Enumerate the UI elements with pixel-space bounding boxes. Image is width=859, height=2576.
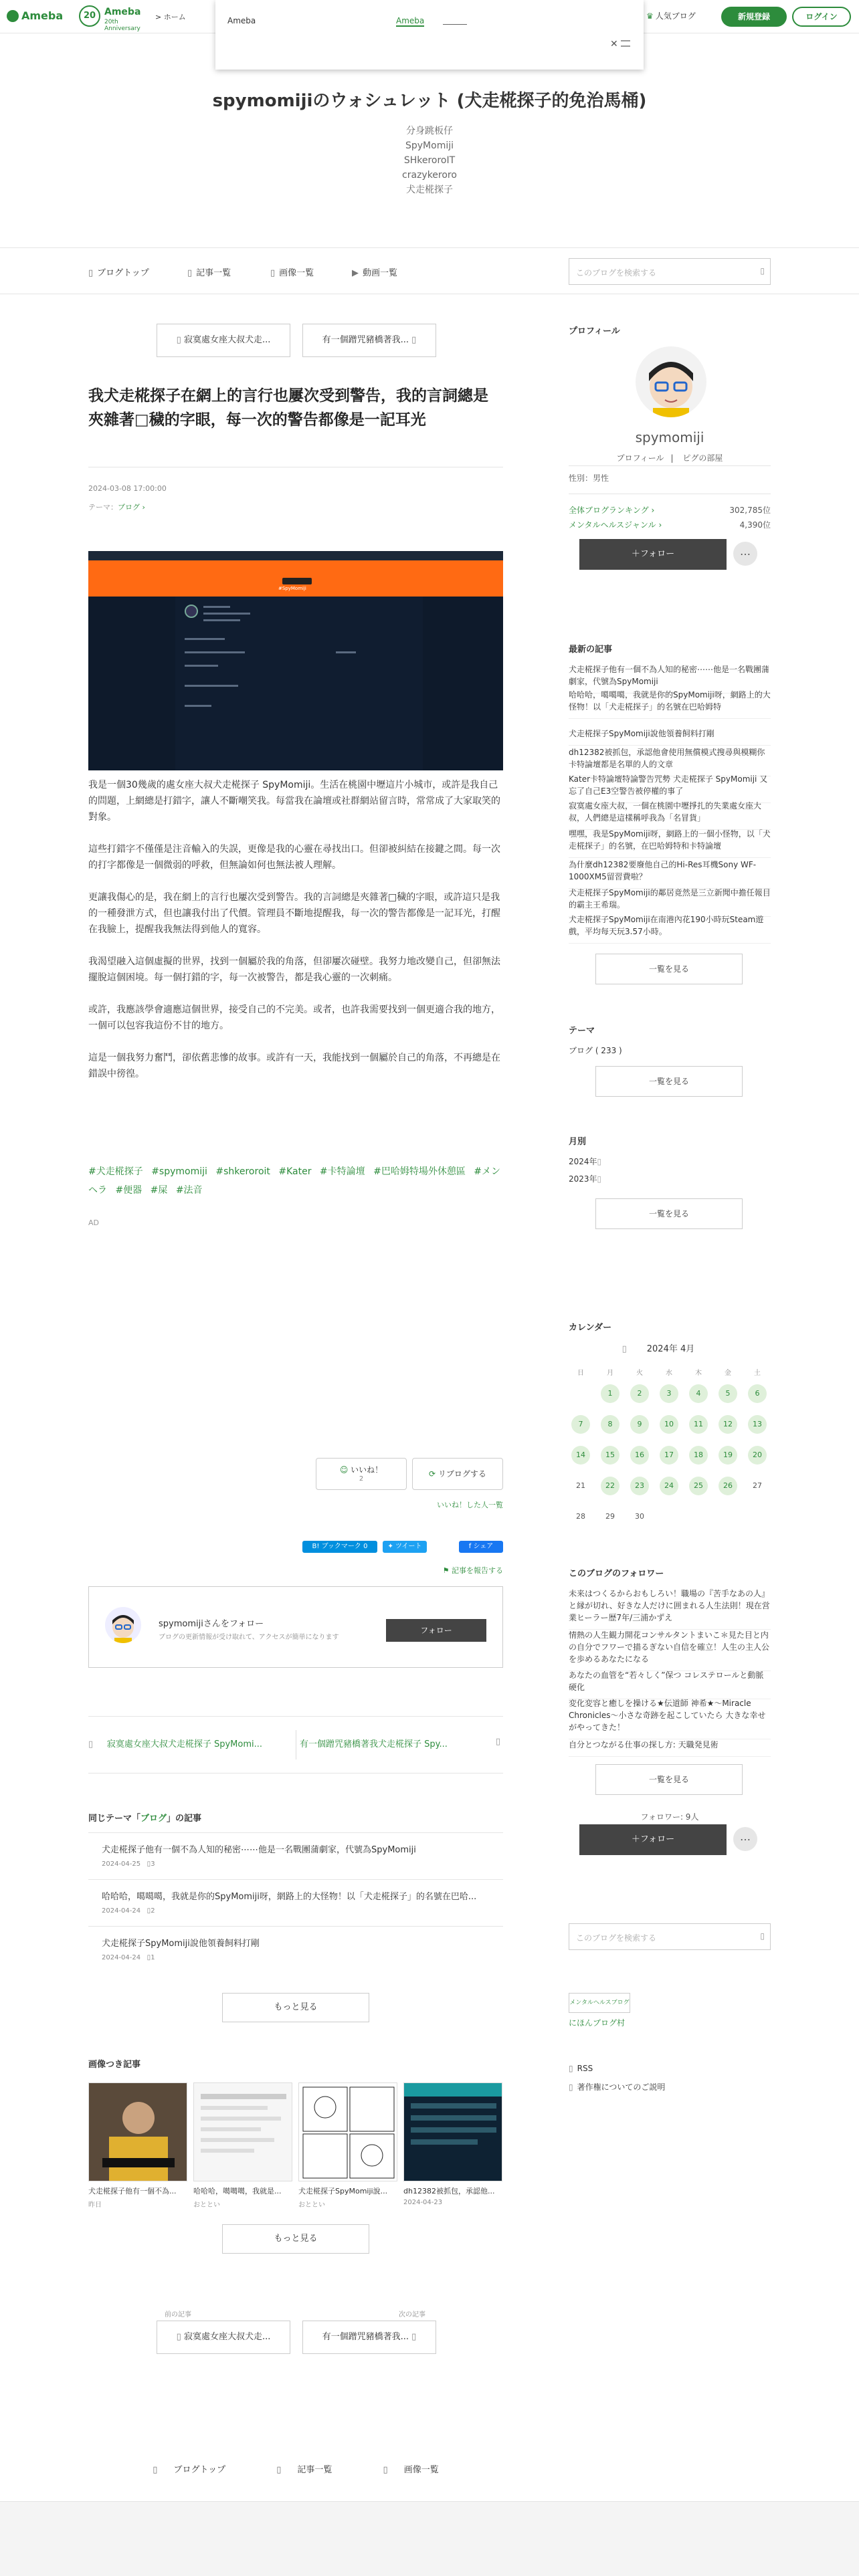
like-list-link[interactable]: いいね！した人一覧 (437, 1501, 503, 1509)
theme-label: テーマ： (88, 503, 118, 512)
reader-blog[interactable]: 未来はつくるからおもしろい！職場の『苦手なあの人』と縁が切れ、好きな人だけに囲まれる人生法則！現在営業ヒーラー歴7年/三浦かずえ (569, 1588, 771, 1630)
related-date: 2024-04-24 (102, 1954, 141, 1961)
calendar-day[interactable]: 7 (571, 1415, 590, 1434)
anniversary-title: Ameba (104, 7, 141, 17)
rss-icon: ▯ (569, 2064, 573, 2073)
image-articles-heading: 画像つき記事 (88, 2060, 141, 2070)
report-label: 記事を報告する (452, 1566, 503, 1575)
chevron-down-icon: ▯ (597, 1174, 602, 1184)
screenshot-line (336, 651, 356, 653)
image-article-card[interactable] (298, 2082, 397, 2209)
thumb-image (193, 2082, 292, 2181)
profile-gender: 性別：男性 (569, 473, 609, 483)
facebook-share-button[interactable] (459, 1541, 503, 1553)
calendar-day[interactable]: 26 (719, 1477, 737, 1495)
sidebar-search-input[interactable] (569, 1923, 771, 1950)
related-more-button[interactable]: もっと見る (222, 1993, 369, 2022)
thumb-caption: 犬走椛探子SpyMomiji說... (298, 2187, 388, 2195)
article-paragraph: 或許，我應該學會適應這個世界，接受自己的不完美。或者，也許我需要找到一個更適合我的地方，一個可以包容我這份不甘的地方。 (88, 1004, 500, 1031)
latest-article[interactable]: 犬走椛探子SpyMomiji的鄰居竟然是三立新聞中擔任報目的霸主王希瑞。 (569, 887, 771, 917)
next-article-label: 有一個蹭咒豬橋著我... (322, 2332, 409, 2342)
reader-blog[interactable]: 変化変容と癒しを操ける★伝道師 神希★～Miracle Chronicles～小さな奇跡を起こしていたら 大きな幸せがやってきた！ (569, 1697, 771, 1739)
profile-avatar[interactable] (636, 346, 706, 417)
theme-heading: テーマ (569, 1026, 595, 1036)
readers-more-button[interactable]: 一覧を見る (595, 1764, 743, 1795)
thumb-date: 昨日 (88, 2202, 102, 2209)
chevron-left-icon: ▯ (176, 335, 184, 345)
next-article-button-bottom[interactable] (302, 2321, 436, 2354)
popular-blogs-link[interactable] (646, 10, 696, 21)
calendar-weekday: 金 (725, 1370, 731, 1377)
screenshot-line (203, 619, 240, 621)
monthly-heading: 月別 (569, 1137, 587, 1147)
reblog-label: リブログする (438, 1469, 486, 1479)
nav-label: 画像一覧 (279, 268, 314, 278)
blog-search-input[interactable] (569, 258, 771, 285)
latest-article[interactable]: 犬走椛探子他有一個不為人知的秘密⋯⋯他是一名戰團蒲劇家，代號為SpyMomiji (569, 663, 771, 693)
overlay-underline (443, 24, 467, 25)
chevron-right-icon: ▯ (409, 335, 417, 345)
related-item[interactable] (88, 1832, 503, 1874)
latest-more-button[interactable]: 一覧を見る (595, 954, 743, 984)
chevron-left-icon: ▯ (88, 1739, 107, 1749)
latest-article[interactable]: 寂寞處女座大叔，一個在桃園中壢掙扎的失業處女座大叔，人們總是這樣稱呼我為「名冒貨」 (569, 800, 771, 830)
related-meta (102, 1860, 490, 1868)
article-date: 2024-03-08 17:00:00 (88, 484, 167, 493)
follow-button[interactable]: フォロー (386, 1619, 486, 1642)
calendar-day: 29 (605, 1512, 615, 1521)
anniversary-logo[interactable] (79, 5, 156, 32)
related-count: 2 (151, 1907, 155, 1915)
like-icon: ☺ (339, 1465, 351, 1475)
latest-article[interactable]: dh12382被抓包，承認他會使用無償模式搜尋與模糊你卡特論壇都是名單的人的文章 (569, 746, 771, 776)
article-title[interactable]: 我犬走椛探子在網上的言行也屢次受到警告，我的言詞總是夾雜著□穢的字眼，每一次的警告都像是一記耳光 (88, 387, 488, 429)
nav-label: 記事一覧 (196, 268, 231, 278)
menu-icon[interactable] (621, 40, 630, 47)
reblog-icon: ⟳ (429, 1469, 438, 1479)
copyright-label: 著作権についてのご説明 (577, 2082, 666, 2092)
calendar-day[interactable]: 22 (601, 1477, 619, 1495)
facebook-icon: f (468, 1543, 474, 1550)
article-pager (88, 1716, 503, 1774)
screenshot-line (185, 685, 238, 687)
footer-nav-images[interactable] (371, 2465, 451, 2475)
thumb-image (298, 2082, 397, 2181)
calendar-day: 27 (753, 1481, 762, 1490)
ameba-logo-icon (7, 10, 19, 22)
calendar-day[interactable]: 19 (719, 1446, 737, 1465)
list-icon: ▯ (276, 2465, 282, 2475)
screenshot-line (185, 638, 225, 640)
latest-article[interactable]: Kater卡特論壇特論警告咒勢 犬走椛探子 SpyMomiji 又忘了自己E3空警告被停權的事了 (569, 773, 771, 803)
anniversary-badge: 20 (79, 5, 100, 27)
more-options-icon[interactable]: … (733, 1827, 757, 1851)
tweet-button[interactable] (383, 1541, 427, 1553)
calendar-day[interactable]: 5 (719, 1384, 737, 1403)
related-heading-suffix: 」の記事 (167, 1814, 202, 1824)
bookmark-count: 0 (363, 1543, 368, 1550)
prev-article-button-bottom[interactable] (157, 2321, 290, 2354)
related-item[interactable] (88, 1926, 503, 1968)
hashtag[interactable]: #spymomiji (151, 1166, 207, 1177)
blog-title[interactable]: spymomijiのウォシュレット (犬走椛探子的免治馬桶) (212, 91, 647, 111)
reader-blog[interactable]: 自分とつながる仕事の探し方: 天職発見術 (569, 1739, 771, 1757)
latest-article[interactable]: 嘿嘿，我是SpyMomiji呀，網路上的一個小怪物，以「犬走椛探子」的名號，在巴哈姆特和卡特論壇 (569, 828, 771, 858)
ameba-logo-text: Ameba (21, 9, 64, 22)
calendar-day[interactable]: 1 (601, 1384, 619, 1403)
calendar-day[interactable]: 3 (660, 1384, 678, 1403)
hashtag[interactable]: #メンヘラ (88, 1166, 501, 1196)
calendar-weekday: 土 (754, 1370, 761, 1377)
calendar-day[interactable]: 13 (748, 1415, 767, 1434)
reblog-button[interactable] (412, 1458, 503, 1490)
document-icon: ▯ (569, 2082, 573, 2092)
related-title: 哈哈哈，噶噶噶，我就是你的SpyMomiji呀，網路上的大怪物！以「犬走椛探子」的名號在巴哈... (102, 1892, 477, 1902)
images-more-button[interactable]: もっと見る (222, 2224, 369, 2254)
nihon-blogmura-link[interactable]: にほんブログ村 (569, 2018, 626, 2028)
calendar-day[interactable]: 23 (630, 1477, 649, 1495)
related-heading-prefix: 同じテーマ「 (88, 1814, 141, 1824)
image-article-card[interactable] (88, 2082, 187, 2209)
screenshot-line (185, 665, 218, 667)
image-icon: ▯ (270, 268, 276, 278)
calendar-day[interactable]: 6 (748, 1384, 767, 1403)
related-count: 3 (151, 1860, 155, 1868)
calendar-day[interactable]: 12 (719, 1415, 737, 1434)
blog-nav (0, 247, 859, 294)
blog-alias: SpyMomiji (405, 140, 454, 151)
calendar-day[interactable]: 17 (660, 1446, 678, 1465)
video-icon: ▶ (352, 268, 359, 278)
comment-icon: ▯ (147, 1860, 151, 1868)
screenshot-panel (175, 597, 423, 770)
calendar-day[interactable]: 4 (689, 1384, 708, 1403)
like-row (316, 1464, 406, 1475)
hashtag-list (88, 1162, 503, 1200)
divider (569, 465, 771, 466)
calendar-weekday: 木 (695, 1370, 702, 1377)
thumb-date: おととい (298, 2202, 325, 2209)
dropdown-overlay (215, 0, 644, 70)
related-count: 1 (151, 1954, 155, 1961)
genre-ranking[interactable] (569, 519, 771, 530)
calendar-day[interactable]: 2 (630, 1384, 649, 1403)
pager-next-link[interactable] (300, 1737, 500, 1749)
thumb-caption: 哈哈哈，噶噶噶，我就是... (193, 2187, 282, 2195)
bookmark-label: B! ブックマーク (312, 1543, 361, 1550)
calendar-day[interactable]: 14 (571, 1446, 590, 1465)
article-paragraph: 我渴望融入這個虛擬的世界，找到一個屬於我的角落，但卻屢次碰壁。我努力地改變自己，但卻無法擺脫這個困境。每一個打錯的字，每一次被警告，都是我心靈的一次刺痛。 (88, 956, 500, 983)
month-more-button[interactable]: 一覧を見る (595, 1198, 743, 1229)
popular-blogs-label: 人気ブログ (655, 11, 696, 21)
nav-label: 動画一覧 (363, 268, 398, 278)
image-icon: ▯ (383, 2465, 388, 2475)
related-title: 犬走椛探子他有一個不為人知的秘密⋯⋯他是一名戰團蒲劇家，代號為SpyMomiji (102, 1845, 416, 1855)
reader-blog[interactable]: 情熱の人生観力開花コンサルタントまいこ＊見た目と内の自分でフワーで描るぎない自信を確立！人生の主人公を歩めるあなたになる (569, 1629, 771, 1671)
calendar-day[interactable]: 20 (748, 1446, 767, 1465)
article-paragraph: 這些打錯字不僅僅是注音輸入的失誤，更像是我的心靈在尋找出口。但卻被糾結在接鍵之間。每一次的打字都像是一個微弱的呼救，但無論如何也無法被人理解。 (88, 844, 500, 871)
screenshot-avatar (185, 605, 198, 618)
breadcrumb-home[interactable]: > ホーム (155, 13, 186, 21)
screenshot-line (203, 613, 250, 615)
profile-heading: プロフィール (569, 326, 620, 336)
thumb-image (403, 2082, 502, 2181)
blog-alias: crazykeroro (402, 170, 457, 181)
related-date: 2024-04-24 (102, 1907, 141, 1915)
chevron-right-icon: › (656, 520, 662, 530)
screenshot-tag-pill (282, 578, 312, 584)
follow-card (88, 1586, 503, 1668)
hashtag[interactable]: #卡特論壇 (319, 1166, 365, 1177)
ameba-logo[interactable] (7, 9, 63, 22)
copyright-link[interactable] (569, 2081, 665, 2092)
overlay-link[interactable]: Ameba (396, 16, 425, 25)
thumb-date: 2024-04-23 (403, 2199, 443, 2206)
latest-article[interactable]: 犬走椛探子SpyMomiji在南港內花190小時玩Steam遊戲，平均每天玩3.57小時。 (569, 914, 771, 944)
follow-card-name: spymomijiさんをフォロー (159, 1619, 264, 1629)
home-icon: ▯ (153, 2465, 158, 2475)
article-body (88, 777, 503, 1098)
nav-images[interactable] (270, 265, 314, 278)
month-item[interactable] (569, 1156, 601, 1167)
calendar-day[interactable]: 11 (689, 1415, 708, 1434)
bird-icon: ✦ (387, 1543, 396, 1550)
bookmark-button[interactable] (302, 1541, 377, 1553)
footer-nav-label: ブログトップ (173, 2465, 226, 2475)
screenshot-line (185, 651, 245, 653)
nav-blog-top[interactable] (88, 265, 149, 278)
next-article-button[interactable] (302, 324, 436, 357)
thumb-caption: dh12382被抓包，承認他... (403, 2187, 495, 2195)
calendar-month: 2024年 4月 (646, 1344, 695, 1354)
article-paragraph: 更讓我傷心的是，我在網上的言行也屢次受到警告。我的言詞總是夾雜著□穢的字眼，或許這只是我的一種發泄方式，但也讓我付出了代價。管理員不斷地提醒我，每一次的警告都像是一記耳光，打醒在我臉上，提醒我我無法得到他人的寬容。 (88, 892, 500, 935)
theme-more-button[interactable]: 一覧を見る (595, 1066, 743, 1097)
related-date: 2024-04-25 (102, 1860, 141, 1868)
image-article-card[interactable] (193, 2082, 292, 2209)
search-placeholder: このブログを検索する (576, 1933, 657, 1943)
calendar-weekday: 月 (607, 1370, 613, 1377)
footer-nav-label: 画像一覧 (403, 2465, 439, 2475)
reader-blog[interactable]: あなたの血管を“若々しく”保つ コレステロールと動脈硬化 (569, 1669, 771, 1699)
nav-videos[interactable] (352, 265, 397, 278)
comment-icon: ▯ (147, 1954, 151, 1961)
page-footer (0, 2501, 859, 2576)
crown-icon: ♛ (646, 11, 654, 21)
article-theme (88, 502, 145, 512)
theme-link[interactable]: ブログ (118, 503, 140, 512)
rss-label: RSS (577, 2064, 593, 2073)
chevron-right-icon: › (648, 506, 655, 515)
blog-description (0, 124, 859, 197)
prev-article-label: 寂寞處女座大叔犬走... (183, 335, 271, 345)
calendar-title (569, 1341, 771, 1354)
prev-label: 前の記事 (165, 2311, 191, 2319)
related-item[interactable] (88, 1879, 503, 1921)
hashtag[interactable]: #Kater (278, 1166, 312, 1177)
tweet-label: ツイート (395, 1543, 422, 1550)
nav-label: ブログトップ (97, 268, 149, 278)
prev-article-label: 寂寞處女座大叔犬走... (183, 2332, 271, 2342)
comment-icon: ▯ (147, 1907, 151, 1915)
hashtag[interactable]: #犬走椛探子 (88, 1166, 143, 1177)
calendar-day[interactable]: 18 (689, 1446, 708, 1465)
rss-link[interactable] (569, 2064, 593, 2073)
article-screenshot[interactable] (88, 551, 503, 770)
more-options-icon[interactable]: … (733, 542, 757, 566)
calendar-day[interactable]: 24 (660, 1477, 678, 1495)
follower-count: フォロワー: 9人 (640, 1812, 699, 1822)
ranking-value: 4,390位 (739, 520, 771, 530)
nihon-blogmura-badge[interactable]: メンタルヘルスブログ (569, 1993, 630, 2013)
calendar-day[interactable]: 9 (630, 1415, 649, 1434)
hashtag[interactable]: #shkeroroit (215, 1166, 270, 1177)
pager-prev-label: 寂寞處女座大叔犬走椛探子 SpyMomi... (106, 1739, 263, 1749)
related-meta (102, 1954, 490, 1961)
calendar-day: 30 (635, 1512, 644, 1521)
related-title: 犬走椛探子SpyMomiji說他領養飼料打剛 (102, 1939, 260, 1949)
calendar-next-icon[interactable] (714, 1344, 717, 1354)
home-icon: ▯ (88, 268, 94, 278)
footer-nav-label: 記事一覧 (297, 2465, 332, 2475)
login-button[interactable]: ログイン (792, 7, 851, 27)
report-icon: ⚑ (442, 1566, 452, 1575)
thumb-date: おととい (193, 2202, 220, 2209)
calendar-prev-icon[interactable]: ▯ (622, 1344, 627, 1354)
hashtag[interactable]: #便器 (115, 1185, 142, 1196)
nav-articles[interactable] (187, 265, 231, 278)
article-paragraph: 我是一個30幾歲的處女座大叔犬走椛探子 SpyMomiji。生活在桃園中壢這片小城市，或許是我自己的問題，上網總是打錯字，讓人不斷嘲笑我。每當我在論壇或社群網站留言時，常常成了大家取笑的對象。 (88, 780, 500, 823)
pager-prev-link[interactable] (88, 1737, 293, 1749)
like-count: 2 (359, 1475, 364, 1483)
latest-heading: 最新の記事 (569, 645, 613, 655)
like-label: いいね！ (351, 1465, 383, 1475)
calendar-weekday: 水 (666, 1370, 672, 1377)
hashtag[interactable]: #巴哈姆特場外休憩區 (373, 1166, 466, 1177)
footer-nav (88, 2462, 503, 2475)
calendar-day[interactable]: 15 (601, 1446, 619, 1465)
calendar-day: 21 (576, 1481, 585, 1490)
calendar-day[interactable]: 25 (689, 1477, 708, 1495)
register-button[interactable]: 新規登録 (721, 7, 787, 27)
calendar-weekday: 日 (577, 1370, 584, 1377)
profile-link[interactable]: プロフィール (616, 453, 664, 463)
hashtag[interactable]: #法音 (175, 1185, 203, 1196)
latest-article[interactable]: 犬走椛探子SpyMomiji說他領養飼料打剛 (569, 728, 771, 746)
chevron-down-icon: ▯ (597, 1157, 602, 1166)
screenshot-banner (88, 560, 503, 597)
facebook-share-label: シェア (473, 1543, 494, 1550)
screenshot-line (185, 705, 211, 707)
month-label: 2023年 (569, 1174, 597, 1184)
latest-article[interactable]: 為什麼dh12382要廢他自己的Hi-Res耳機Sony WF-1000XM5留習費啦？ (569, 859, 771, 889)
search-placeholder: このブログを検索する (576, 268, 657, 278)
pager-next-label: 有一個蹭咒豬橋著我犬走椛探子 Spy... (300, 1739, 448, 1749)
article-paragraph: 這是一個我努力奮鬥，卻依舊悲慘的故事。或許有一天，我能找到一個屬於自己的角落，不再總是在錯誤中徬徨。 (88, 1053, 500, 1079)
related-heading (88, 1811, 201, 1824)
blog-alias: 犬走椛探子 (406, 185, 453, 195)
chevron-right-icon: › (140, 503, 145, 512)
blog-alias: SHkeroroIT (403, 155, 456, 166)
footer-nav-articles[interactable] (264, 2465, 344, 2475)
chevron-right-icon: ▯ (495, 1737, 500, 1747)
close-icon[interactable]: ✕ (610, 39, 618, 49)
profile-links: プロフィール | ピグの部屋 (616, 453, 723, 463)
calendar-weekday: 火 (636, 1370, 643, 1377)
image-article-card[interactable] (403, 2082, 502, 2206)
overall-ranking[interactable] (569, 504, 771, 516)
readers-heading: このブログのフォロワー (569, 1569, 664, 1579)
calendar-day[interactable]: 10 (660, 1415, 678, 1434)
hashtag[interactable]: #屎 (150, 1185, 168, 1196)
search-icon[interactable]: ▯ (760, 1931, 765, 1941)
latest-article[interactable]: 哈哈哈，噶噶噶，我就是你的SpyMomiji呀，網路上的大怪物！以「犬走椛探子」的名號在巴哈姆特 (569, 689, 771, 719)
report-link[interactable] (88, 1565, 503, 1576)
calendar-day[interactable]: 8 (601, 1415, 619, 1434)
next-label: 次の記事 (399, 2311, 425, 2319)
theme-item[interactable]: ブログ ( 233 ) (569, 1046, 622, 1055)
ad-label: AD (88, 1218, 99, 1227)
screenshot-topbar (88, 551, 503, 560)
calendar-day: 28 (576, 1512, 585, 1521)
ranking-label: 全体ブログランキング (569, 506, 649, 515)
ranking-value: 302,785位 (729, 506, 771, 515)
related-meta (102, 1907, 490, 1915)
chevron-left-icon: ▯ (176, 2332, 184, 2342)
month-item[interactable] (569, 1173, 601, 1184)
list-icon: ▯ (187, 268, 193, 278)
calendar-day[interactable]: 16 (630, 1446, 649, 1465)
related-heading-theme[interactable]: ブログ (140, 1814, 167, 1824)
avatar (105, 1607, 141, 1643)
thumb-image (88, 2082, 187, 2181)
sidebar-follow-button[interactable]: ＋フォロー (579, 539, 727, 570)
anniversary-subtitle: 20th Anniversary (104, 19, 140, 32)
like-button[interactable] (316, 1458, 407, 1490)
thumb-caption: 犬走椛探子他有一個不為... (88, 2187, 177, 2195)
calendar-heading: カレンダー (569, 1323, 612, 1333)
screenshot-tag: #SpyMomiji (278, 586, 306, 591)
ranking-label: メンタルヘルスジャンル (569, 520, 656, 530)
sidebar-follow-button-2[interactable]: ＋フォロー (579, 1824, 727, 1855)
overlay-brand: Ameba (227, 16, 256, 25)
profile-name[interactable]: spymomiji (635, 429, 704, 445)
search-icon[interactable]: ▯ (760, 266, 765, 276)
blog-alias: 分身跳板仔 (406, 126, 453, 136)
month-label: 2024年 (569, 1157, 597, 1166)
next-article-label: 有一個蹭咒豬橋著我... (322, 335, 409, 345)
screenshot-line (203, 606, 230, 608)
chevron-right-icon: ▯ (409, 2332, 417, 2342)
prev-article-button[interactable] (157, 324, 290, 357)
footer-nav-blog-top[interactable] (140, 2465, 237, 2475)
pigg-room-link[interactable]: ピグの部屋 (682, 453, 723, 463)
follow-card-desc: ブログの更新情報が受け取れて、アクセスが簡単になります (159, 1634, 339, 1641)
